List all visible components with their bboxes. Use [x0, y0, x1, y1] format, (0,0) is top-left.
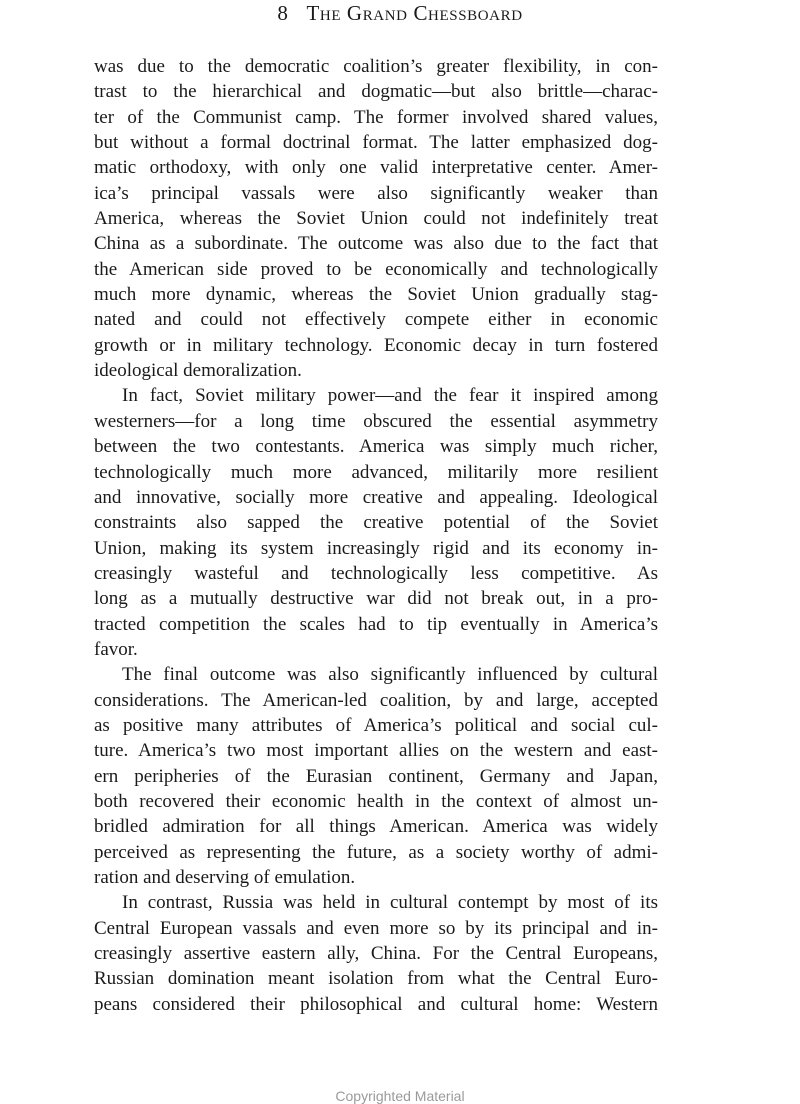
text-line: The final outcome was also significantly influenced by cultural [122, 664, 658, 686]
book-title: The Grand Chessboard [306, 1, 523, 25]
text-line: peans considered their philosophical and cultural home: Western [94, 993, 658, 1015]
text-line: between the two contestants. America was simply much richer, [94, 436, 658, 458]
text-line: long as a mutually destructive war did not break out, in a pro- [94, 588, 658, 610]
text-line: China as a subordinate. The outcome was also due to the fact that [94, 233, 658, 255]
text-line: matic orthodoxy, with only one valid interpretative center. Amer- [94, 157, 658, 179]
text-line: westerners—for a long time obscured the essential asymmetry [94, 410, 658, 432]
text-line: ter of the Communist camp. The former involved shared values, [94, 106, 658, 128]
text-line: much more dynamic, whereas the Soviet Union gradually stag- [94, 284, 658, 306]
text-line: and innovative, socially more creative and appealing. Ideological [94, 486, 658, 508]
running-head [0, 0, 800, 26]
text-line: America, whereas the Soviet Union could not indefinitely treat [94, 208, 658, 230]
text-line: but without a formal doctrinal format. The latter emphasized dog- [94, 132, 658, 154]
text-line: tracted competition the scales had to tip eventually in America’s [94, 613, 658, 635]
text-line: trast to the hierarchical and dogmatic—but also brittle—charac- [94, 81, 658, 103]
text-line: constraints also sapped the creative potential of the Soviet [94, 512, 658, 534]
text-line: ideological demoralization. [94, 360, 302, 382]
text-line: Russian domination meant isolation from what the Central Euro- [94, 968, 658, 990]
text-line: considerations. The American-led coalition, by and large, accepted [94, 689, 658, 711]
text-line: creasingly assertive eastern ally, China. For the Central Europeans, [94, 943, 658, 965]
text-line: ture. America’s two most important allies on the western and east- [94, 740, 658, 762]
text-line: Central European vassals and even more so by its principal and in- [94, 917, 658, 939]
text-line: creasingly wasteful and technologically less competitive. As [94, 562, 658, 584]
text-line: growth or in military technology. Economic decay in turn fostered [94, 334, 658, 356]
text-line: In fact, Soviet military power—and the fear it inspired among [122, 385, 658, 407]
page-number: 8 [277, 1, 289, 25]
copyright-watermark: Copyrighted Material [335, 1088, 465, 1104]
text-line: bridled admiration for all things American. America was widely [94, 816, 658, 838]
text-line: as positive many attributes of America’s political and social cul- [94, 714, 658, 736]
body-text [94, 54, 658, 1017]
text-line: both recovered their economic health in the context of almost un- [94, 790, 658, 812]
text-line: nated and could not effectively compete either in economic [94, 309, 658, 331]
text-line: ration and deserving of emulation. [94, 867, 356, 888]
text-line: was due to the democratic coalition’s greater flexibility, in con- [94, 56, 658, 77]
text-line: favor. [94, 638, 138, 660]
text-line: In contrast, Russia was held in cultural contempt by most of its [122, 892, 658, 914]
text-line: Union, making its system increasingly rigid and its economy in- [94, 537, 658, 559]
text-line: perceived as representing the future, as a society worthy of admi- [94, 841, 658, 863]
text-line: ica’s principal vassals were also significantly weaker than [94, 182, 658, 204]
text-line: the American side proved to be economically and technologically [94, 258, 658, 280]
text-line: technologically much more advanced, militarily more resilient [94, 461, 658, 483]
text-line: ern peripheries of the Eurasian continent, Germany and Japan, [94, 765, 658, 787]
